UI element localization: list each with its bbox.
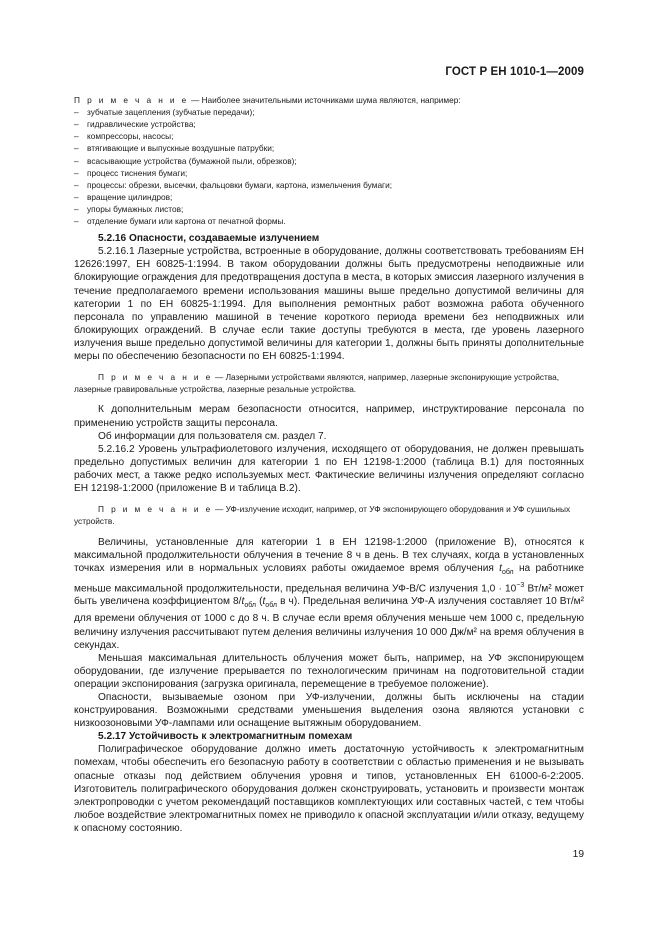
list-item: – вращение цилиндров; bbox=[74, 191, 584, 203]
note-label: П р и м е ч а н и е bbox=[98, 504, 213, 515]
note-laser-devices bbox=[74, 371, 584, 395]
paragraph-user-info: Об информации для пользователя см. раздел 7. bbox=[98, 430, 327, 442]
paragraph-shorter-exposure: Меньшая максимальная длительность облучения может быть, например, на УФ экспонирующем оборудовании, где излучение прерывается по технологическим причинам на подготовительной стадии операции экспонирования (загрузка оригинала, перемещение в требуемое положение). bbox=[74, 652, 584, 690]
list-item: – процесс тиснения бумаги; bbox=[74, 167, 584, 179]
paragraph-emc: Полиграфическое оборудование должно иметь достаточную устойчивость к электромагнитным помехам, чтобы обеспечить его безопасную работу в соответствии с областью применения и не вызывать опасные отказы под действием облучения уровня и типов, установленных ЕН 61000-6-2:2005. Изготовитель полиграфического оборудования должен сконструировать, установить и произвести монтаж электропроводки с учетом рекомендаций поставщиков комплектующих или составных частей, с тем чтобы любое воздействие электромагнитных помех не приводило к опасной эксплуатации и/или отказу, ведущему к опасному состоянию. bbox=[74, 744, 584, 834]
section-heading-5-2-16: 5.2.16 Опасности, создаваемые излучением bbox=[98, 233, 320, 245]
paragraph-5-2-16-1: 5.2.16.1 Лазерные устройства, встроенные в оборудование, должны соответствовать требованиям ЕН 12626:1997, ЕН 60825-1:1994. В таком оборудовании должны быть предусмотрены неподвижные или блокирующие ограждения для предотвращения доступа в места, в которых эмиссия лазерного излучения в течение предполагаемого времени использования машины выше предельно допустимой величины для категории 1 по ЕН 60825-1:1994. Для выполнения ремонтных работ возможна работа обученного персонала по управлению машиной в течение короткого периода времени без неподвижных или блокирующих ограждений. В случае если такие доступы требуются в места, где уровень лазерного излучения выше предельно допустимой величины для категории 1, должны быть приняты дополнительные меры по обеспечению безопасности по ЕН 60825-1:1994. bbox=[74, 246, 584, 362]
document-header: ГОСТ Р ЕН 1010-1—2009 bbox=[445, 66, 584, 78]
note-text: — Лазерными устройствами являются, например, лазерные экспонирующие устройства, лазерные гравировальные устройства, лазерные резальные устройства. bbox=[74, 372, 560, 395]
list-item: – упоры бумажных листов; bbox=[74, 203, 584, 215]
page-number: 19 bbox=[572, 849, 584, 860]
paragraph-ozone-hazards: Опасности, вызываемые озоном при УФ-излучении, должны быть исключены на стадии конструирования. Возможными средствами уменьшения выделения озона являются установки с низкоозоновыми УФ-лампами или оснащение вытяжным оборудованием. bbox=[74, 692, 584, 730]
note-text: — УФ-излучение исходит, например, от УФ экспонирующего оборудования и УФ сушильных устройств. bbox=[74, 504, 571, 527]
note-text: — Наиболее значительными источниками шума являются, например: bbox=[188, 95, 461, 105]
paragraph-5-2-16-2: 5.2.16.2 Уровень ультрафиолетового излучения, исходящего от оборудования, не должен превышать предельно допустимых величин для категории 1 по ЕН 12198-1:2000 (таблица В.1) для постоянных рабочих мест, а также редко используемых мест. Фактические величины излучения определяют согласно ЕН 12198-1:2000 (приложение В и таблица В.2). bbox=[74, 443, 584, 495]
note-noise-sources bbox=[74, 94, 584, 106]
page-content bbox=[74, 94, 584, 835]
list-item: – втягивающие и выпускные воздушные патрубки; bbox=[74, 142, 584, 154]
note-label: П р и м е ч а н и е bbox=[74, 95, 189, 105]
list-item: – всасывающие устройства (бумажной пыли, обрезков); bbox=[74, 155, 584, 167]
noise-sources-list bbox=[74, 106, 584, 227]
list-item: – зубчатые зацепления (зубчатые передачи); bbox=[74, 106, 584, 118]
list-item: – гидравлические устройства; bbox=[74, 118, 584, 130]
list-item: – процессы: обрезки, высечки, фальцовки бумаги, картона, измельчения бумаги; bbox=[74, 179, 584, 191]
paragraph-uv-limits: Величины, установленные для категории 1 в ЕН 12198-1:2000 (приложение В), относятся к максимальной продолжительности облучения в течение 8 ч в день. В тех случаях, когда в установленных точках измерения или в нормальных условиях работы ожидаемое время облучения $t_{обл}$ на работнике меньше максимальной продолжительности, предельная величина УФ-B/C излучения $1,0 \cdot 10^{-3}$ Вт/м² может быть увеличена коэффициентом $8/t_{обл}$ ($t_{обл}$ в ч). Предельная величина УФ-А излучения составляет 10 Вт/м² для времени облучения от 1000 с до 8 ч. В случае если время облучения меньше чем 1000 с, предельную величину излучения рассчитывают путем деления величины излучения 10 000 Дж/м² на время облучения в секундах. bbox=[74, 536, 584, 651]
paragraph-additional-measures: К дополнительным мерам безопасности относится, например, инструктирование персонала по применению устройств защиты персонала. bbox=[74, 404, 584, 429]
section-heading-5-2-17: 5.2.17 Устойчивость к электромагнитным помехам bbox=[98, 731, 353, 743]
list-item: – компрессоры, насосы; bbox=[74, 130, 584, 142]
list-item: – отделение бумаги или картона от печатной формы. bbox=[74, 215, 584, 227]
note-label: П р и м е ч а н и е bbox=[98, 372, 213, 383]
note-uv-sources bbox=[74, 503, 584, 527]
